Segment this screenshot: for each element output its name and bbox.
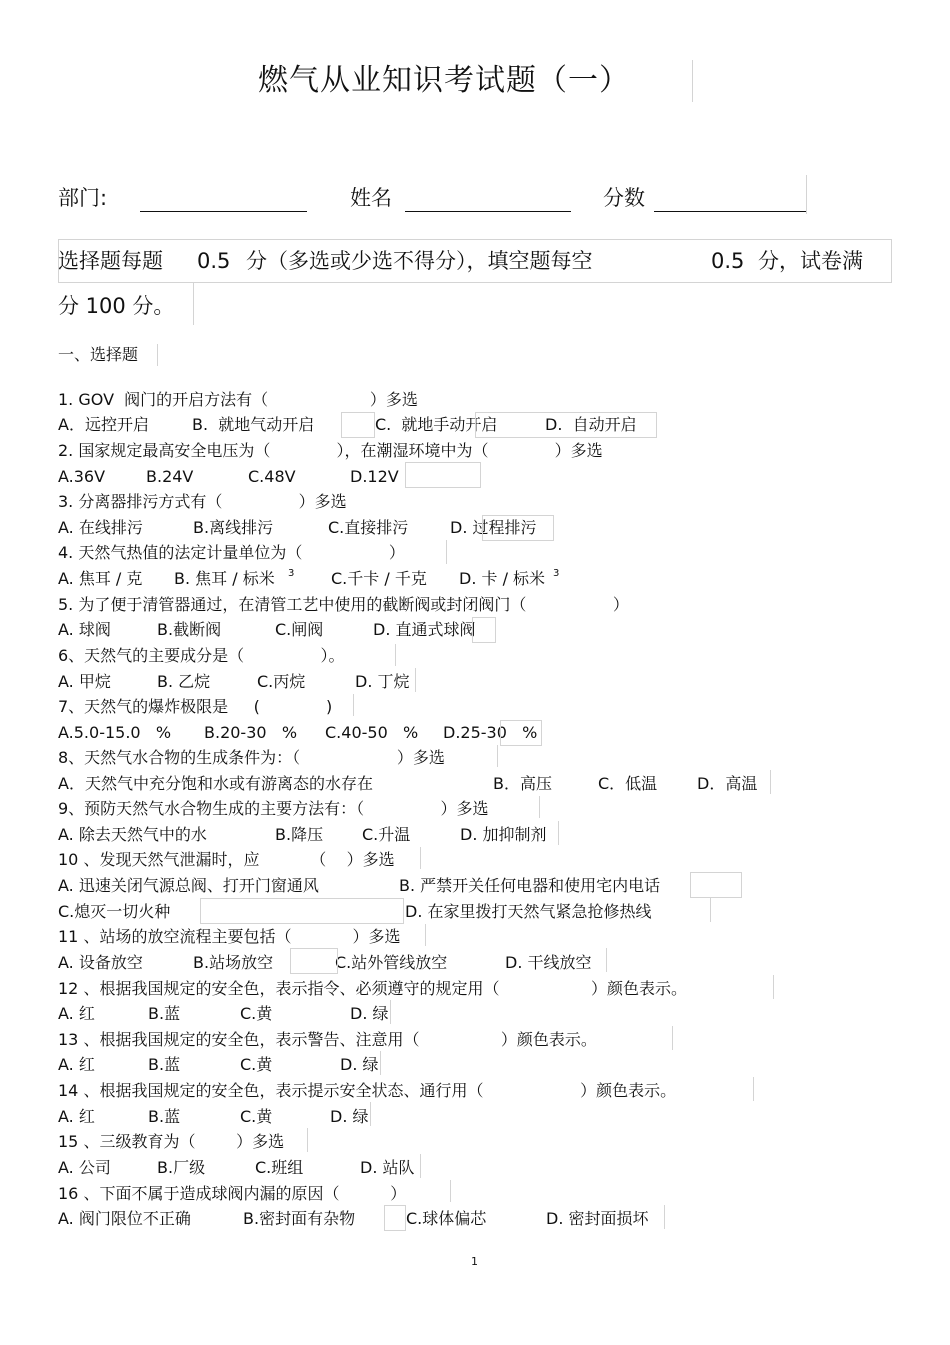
question-4: 4. 天然气热值的法定计量单位为（ ） bbox=[58, 543, 405, 562]
intro-text-3: 分，试卷满 bbox=[758, 249, 863, 273]
option-d: D．高温 bbox=[697, 774, 758, 793]
scan-frame-line bbox=[193, 283, 890, 325]
intro-text-2: 分（多选或少选不得分），填空题每空 bbox=[246, 249, 593, 273]
scan-frame-line bbox=[806, 175, 807, 214]
scan-frame-line bbox=[692, 60, 693, 102]
scan-frame-box bbox=[405, 462, 481, 488]
option-b: B.20-30 % bbox=[204, 723, 298, 742]
name-blank bbox=[405, 211, 571, 212]
option-d: D. 过程排污 bbox=[450, 518, 537, 537]
question-11: 11 、站场的放空流程主要包括（ ）多选 bbox=[58, 927, 401, 946]
option-d: D. 丁烷 bbox=[355, 672, 410, 691]
scan-frame-line bbox=[307, 1128, 308, 1152]
scan-frame-line bbox=[446, 540, 447, 564]
option-d: D. 自动开启 bbox=[545, 415, 637, 434]
option-c: C.40-50 % bbox=[325, 723, 419, 742]
option-b: B.蓝 bbox=[148, 1004, 181, 1023]
option-d: D. 绿 bbox=[330, 1107, 369, 1126]
scan-frame-line bbox=[497, 745, 498, 767]
scan-frame-line bbox=[425, 924, 426, 946]
option-b: B.厂级 bbox=[157, 1158, 206, 1177]
question-7: 7、天然气的爆炸极限是 ( ) bbox=[58, 697, 333, 716]
option-c: C.球体偏芯 bbox=[406, 1209, 487, 1228]
scan-frame-line bbox=[157, 344, 158, 366]
option-c: C.升温 bbox=[362, 825, 411, 844]
option-b: B.24V bbox=[146, 467, 194, 486]
option-c: C.丙烷 bbox=[257, 672, 306, 691]
option-a: A. 公司 bbox=[58, 1158, 111, 1177]
question-1: 1. GOV 阀门的开启方法有（ ）多选 bbox=[58, 390, 418, 409]
option-a: A. 设备放空 bbox=[58, 953, 143, 972]
option-a: A. 焦耳 / 克 bbox=[58, 569, 143, 588]
option-d: D.25-30 % bbox=[443, 723, 538, 742]
question-13: 13 、根据我国规定的安全色，表示警告、注意用（ ）颜色表示。 bbox=[58, 1030, 597, 1049]
intro-score-1: 0.5 bbox=[197, 249, 231, 273]
option-b: B.密封面有杂物 bbox=[243, 1209, 356, 1228]
option-c: C.闸阀 bbox=[275, 620, 324, 639]
option-b: B.蓝 bbox=[148, 1107, 181, 1126]
scan-frame-line bbox=[420, 847, 421, 869]
option-c: C.直接排污 bbox=[328, 518, 409, 537]
intro-text-1: 选择题每题 bbox=[58, 249, 163, 273]
page-title: 燃气从业知识考试题（一） bbox=[258, 63, 630, 98]
scan-frame-line bbox=[450, 1180, 451, 1202]
option-d: D. 卡 / 标米 bbox=[459, 569, 546, 588]
question-10: 10 、发现天然气泄漏时，应 （ ）多选 bbox=[58, 850, 395, 869]
option-c: C.熄灭一切火种 bbox=[58, 902, 171, 921]
question-5: 5. 为了便于清管器通过，在清管工艺中使用的截断阀或封闭阀门（ ） bbox=[58, 595, 629, 614]
question-14: 14 、根据我国规定的安全色，表示提示安全状态、通行用（ ）颜色表示。 bbox=[58, 1081, 677, 1100]
option-c: C．低温 bbox=[598, 774, 658, 793]
option-a: A．天然气中充分饱和水或有游离态的水存在 bbox=[58, 774, 373, 793]
option-c: C.黄 bbox=[240, 1055, 273, 1074]
name-label: 姓名 bbox=[350, 186, 392, 210]
option-b: B.降压 bbox=[275, 825, 324, 844]
option-d: D. 绿 bbox=[350, 1004, 389, 1023]
option-c: C.班组 bbox=[255, 1158, 304, 1177]
scan-frame-line bbox=[390, 1000, 391, 1024]
scan-frame-box bbox=[384, 1205, 406, 1231]
scan-frame-line bbox=[770, 770, 771, 794]
option-c: C.黄 bbox=[240, 1107, 273, 1126]
scan-frame-box bbox=[200, 898, 404, 924]
page-number: 1 bbox=[471, 1255, 478, 1268]
scan-frame-line bbox=[672, 1026, 673, 1050]
scan-frame-box bbox=[290, 948, 338, 974]
option-a: A. 甲烷 bbox=[58, 672, 111, 691]
scan-frame-line bbox=[773, 975, 774, 999]
option-a: A. 阀门限位不正确 bbox=[58, 1209, 191, 1228]
dept-blank bbox=[140, 211, 307, 212]
superscript: 3 bbox=[288, 568, 295, 579]
option-a: A. 红 bbox=[58, 1004, 95, 1023]
question-8: 8、天然气水合物的生成条件为：（ ）多选 bbox=[58, 748, 445, 767]
scan-frame-line bbox=[606, 948, 607, 972]
scan-frame-box bbox=[475, 412, 657, 438]
option-d: D. 干线放空 bbox=[505, 953, 592, 972]
scan-frame-line bbox=[353, 694, 354, 716]
option-b: B.蓝 bbox=[148, 1055, 181, 1074]
option-b: B.截断阀 bbox=[157, 620, 222, 639]
scan-frame-box bbox=[500, 720, 542, 746]
scan-frame-box bbox=[690, 872, 742, 898]
option-a: A. 迅速关闭气源总阀、打开门窗通风 bbox=[58, 876, 319, 895]
option-d: D. 密封面损坏 bbox=[546, 1209, 649, 1228]
option-d: D. 加抑制剂 bbox=[460, 825, 547, 844]
option-b: B. 乙烷 bbox=[157, 672, 211, 691]
scan-frame-box bbox=[341, 412, 375, 438]
option-b: B．高压 bbox=[493, 774, 552, 793]
dept-label: 部门: bbox=[58, 186, 108, 210]
scan-frame-box bbox=[482, 515, 554, 541]
scan-frame-line bbox=[415, 668, 416, 692]
option-d: D.12V bbox=[350, 467, 399, 486]
option-b: B. 严禁开关任何电器和使用宅内电话 bbox=[399, 876, 661, 895]
scan-frame-line bbox=[558, 821, 559, 845]
scan-frame-line bbox=[539, 796, 540, 818]
option-b: B. 焦耳 / 标米 bbox=[174, 569, 275, 588]
option-a: A. 除去天然气中的水 bbox=[58, 825, 207, 844]
option-a: A. 在线排污 bbox=[58, 518, 143, 537]
option-a: A. 球阀 bbox=[58, 620, 111, 639]
option-b: B.站场放空 bbox=[193, 953, 274, 972]
option-d: D. 站队 bbox=[360, 1158, 415, 1177]
intro-text-4: 分 100 分。 bbox=[58, 294, 175, 318]
option-c: C.48V bbox=[248, 467, 296, 486]
section-title: 一、选择题 bbox=[58, 345, 139, 364]
question-2: 2. 国家规定最高安全电压为（ ），在潮湿环境中为（ ）多选 bbox=[58, 441, 603, 460]
scan-frame-line bbox=[420, 1154, 421, 1178]
question-15: 15 、三级教育为（ ）多选 bbox=[58, 1132, 285, 1151]
option-d: D. 在家里拨打天然气紧急抢修热线 bbox=[405, 902, 652, 921]
scan-frame-line bbox=[753, 1077, 754, 1101]
option-d: D. 直通式球阀 bbox=[373, 620, 476, 639]
score-label: 分数 bbox=[603, 186, 645, 210]
scan-frame-line bbox=[710, 898, 711, 922]
question-3: 3. 分离器排污方式有（ ）多选 bbox=[58, 492, 347, 511]
score-blank bbox=[654, 211, 807, 212]
question-9: 9、预防天然气水合物生成的主要方法有：（ ）多选 bbox=[58, 799, 489, 818]
question-12: 12 、根据我国规定的安全色，表示指令、必须遵守的规定用（ ）颜色表示。 bbox=[58, 979, 687, 998]
superscript: 3 bbox=[553, 568, 560, 579]
option-c: C. 就地手动开启 bbox=[375, 415, 498, 434]
option-a: A. 红 bbox=[58, 1107, 95, 1126]
option-a: A．远控开启 bbox=[58, 415, 149, 434]
option-c: C.千卡 / 千克 bbox=[331, 569, 427, 588]
intro-score-2: 0.5 bbox=[711, 249, 745, 273]
scan-frame-box bbox=[472, 617, 496, 643]
scan-frame-line bbox=[370, 1102, 371, 1126]
option-d: D. 绿 bbox=[340, 1055, 379, 1074]
option-a: A.36V bbox=[58, 467, 106, 486]
scan-frame-line bbox=[664, 1205, 665, 1229]
scan-frame-line bbox=[380, 1051, 381, 1075]
option-c: C.站外管线放空 bbox=[335, 953, 448, 972]
option-b: B. 就地气动开启 bbox=[192, 415, 315, 434]
scan-frame-line bbox=[395, 644, 396, 666]
option-a: A. 红 bbox=[58, 1055, 95, 1074]
option-a: A.5.0-15.0 % bbox=[58, 723, 172, 742]
option-b: B.离线排污 bbox=[193, 518, 274, 537]
question-16: 16 、下面不属于造成球阀内漏的原因（ ） bbox=[58, 1184, 407, 1203]
option-c: C.黄 bbox=[240, 1004, 273, 1023]
question-6: 6、天然气的主要成分是（ ）。 bbox=[58, 646, 345, 665]
